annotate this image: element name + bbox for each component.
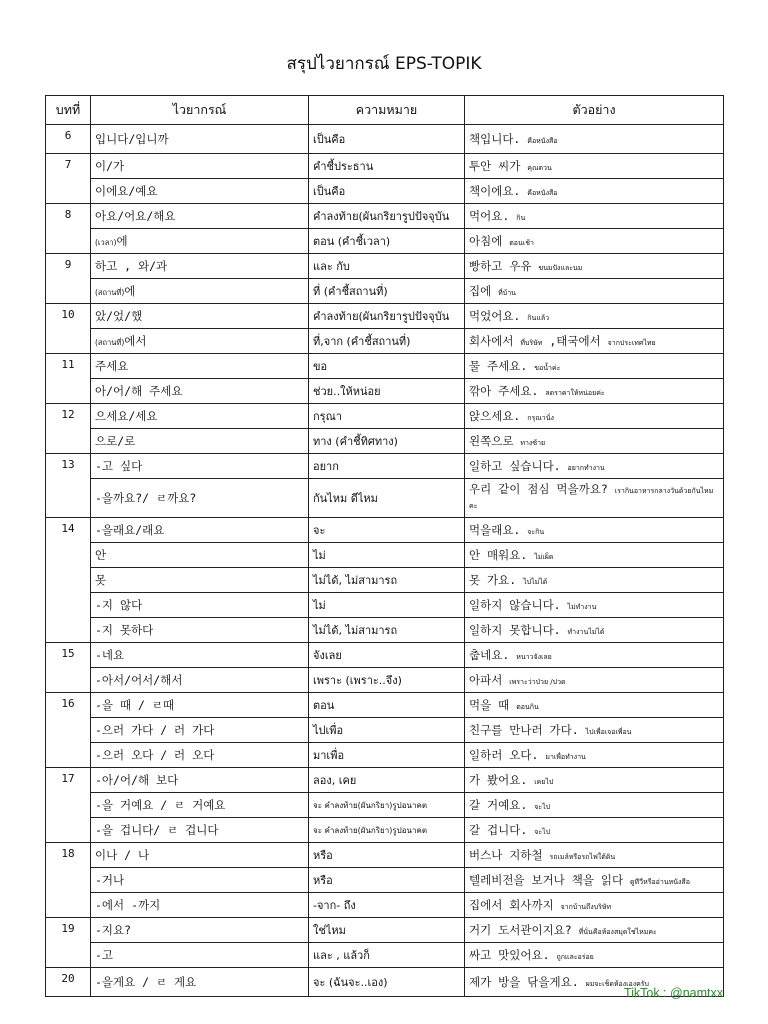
example-cell	[465, 768, 724, 793]
grammar-cell	[91, 518, 309, 543]
grammar-text: -을 때 / ㄹ때	[95, 698, 175, 712]
grammar-text: 못	[95, 573, 107, 587]
lesson-number: 14	[46, 518, 91, 643]
meaning-cell: คำลงท้าย(ผันกริยารูปปัจจุบัน	[309, 304, 465, 329]
grammar-cell	[91, 279, 309, 304]
example-korean: 아침에	[469, 234, 503, 248]
meaning-cell: ไม่	[309, 543, 465, 568]
grammar-cell	[91, 254, 309, 279]
grammar-cell	[91, 818, 309, 843]
table-row	[46, 329, 724, 354]
example-korean: 제가 방을 닦을게요.	[469, 975, 579, 989]
example-korean: 빵하고 우유	[469, 259, 532, 273]
grammar-text: -으러 가다 / 러 가다	[95, 723, 215, 737]
meaning-cell: ตอน	[309, 693, 465, 718]
lesson-number: 15	[46, 643, 91, 693]
example-korean: 깎아 주세요.	[469, 384, 539, 398]
example-cell	[465, 868, 724, 893]
grammar-cell	[91, 568, 309, 593]
grammar-text: 이나 / 나	[95, 848, 150, 862]
example-thai: ทำงานไม่ได้	[567, 628, 605, 636]
grammar-text: 으세요/세요	[95, 409, 158, 423]
meaning-cell: กรุณา	[309, 404, 465, 429]
example-cell	[465, 479, 724, 518]
lesson-number: 6	[46, 125, 91, 154]
example-thai: ตอนเช้า	[509, 239, 534, 247]
example-cell	[465, 943, 724, 968]
meaning-cell: และ , แล้วก็	[309, 943, 465, 968]
example-cell	[465, 404, 724, 429]
lesson-number: 16	[46, 693, 91, 768]
table-row	[46, 479, 724, 518]
grammar-note: (เวลา)	[95, 238, 117, 247]
grammar-text: -에서 -까지	[95, 898, 161, 912]
table-row	[46, 254, 724, 279]
example-cell	[465, 843, 724, 868]
example-cell	[465, 643, 724, 668]
example-korean: 책이에요.	[469, 184, 521, 198]
example-thai: กรุณานั่ง	[527, 414, 554, 422]
example-cell	[465, 668, 724, 693]
table-row	[46, 543, 724, 568]
example-thai: คุณตวน	[527, 164, 552, 172]
table-row	[46, 868, 724, 893]
example-cell	[465, 893, 724, 918]
lesson-number: 19	[46, 918, 91, 968]
example-korean: 우리 같이 점심 먹을까요?	[469, 482, 608, 496]
meaning-cell: ตอน (คำชี้เวลา)	[309, 229, 465, 254]
example-cell	[465, 454, 724, 479]
example-cell	[465, 279, 724, 304]
meaning-cell: มาเพื่อ	[309, 743, 465, 768]
meaning-cell: และ กับ	[309, 254, 465, 279]
example-cell	[465, 204, 724, 229]
table-row	[46, 429, 724, 454]
grammar-cell	[91, 843, 309, 868]
grammar-text: -을 거예요 / ㄹ 거예요	[95, 798, 226, 812]
example-thai: ไม่ทำงาน	[567, 603, 597, 611]
example-korean: 춥네요.	[469, 648, 510, 662]
example-cell	[465, 304, 724, 329]
grammar-note: (สถานที่)	[95, 338, 125, 347]
meaning-cell: ขอ	[309, 354, 465, 379]
example-korean: 갈 겁니다.	[469, 823, 528, 837]
example-cell	[465, 593, 724, 618]
lesson-number: 10	[46, 304, 91, 354]
table-row	[46, 354, 724, 379]
grammar-cell	[91, 543, 309, 568]
grammar-cell	[91, 479, 309, 518]
lesson-number: 8	[46, 204, 91, 254]
header-example: ตัวอย่าง	[465, 96, 724, 125]
example-cell	[465, 429, 724, 454]
grammar-text: 이/가	[95, 159, 125, 173]
table-row	[46, 279, 724, 304]
meaning-cell: หรือ	[309, 843, 465, 868]
grammar-cell	[91, 454, 309, 479]
grammar-text: -고 싶다	[95, 459, 143, 473]
table-header-row	[46, 96, 724, 125]
grammar-text: 으로/로	[95, 434, 136, 448]
grammar-cell	[91, 329, 309, 354]
meaning-cell: คำชี้ประธาน	[309, 154, 465, 179]
example-thai: ที่บ้าน	[498, 289, 516, 297]
table-row	[46, 818, 724, 843]
grammar-text: 에서	[124, 334, 147, 348]
example-cell	[465, 618, 724, 643]
tiktok-credit: TikTok : @namtxx	[623, 986, 723, 1000]
header-meaning: ความหมาย	[309, 96, 465, 125]
meaning-cell: จะ คำลงท้าย(ผันกริยา)รูปอนาคต	[309, 818, 465, 843]
example-thai: ขอน้ำค่ะ	[534, 364, 561, 372]
grammar-cell	[91, 204, 309, 229]
example-korean: 싸고 맛있어요.	[469, 948, 550, 962]
example-thai: อยากทำงาน	[567, 464, 605, 472]
grammar-cell	[91, 304, 309, 329]
example-cell	[465, 179, 724, 204]
example-thai: ผมจะเช็ดห้องเองครับ	[585, 980, 649, 988]
grammar-cell	[91, 918, 309, 943]
grammar-cell	[91, 768, 309, 793]
grammar-note: (สถานที่)	[95, 288, 125, 297]
meaning-cell: ไม่ได้, ไม่สามารถ	[309, 568, 465, 593]
meaning-cell: ใช่ไหม	[309, 918, 465, 943]
grammar-cell	[91, 618, 309, 643]
grammar-cell	[91, 968, 309, 997]
lesson-number: 9	[46, 254, 91, 304]
meaning-cell: หรือ	[309, 868, 465, 893]
example-thai: ที่นั่นคือห้องสมุดใช่ไหมคะ	[578, 928, 657, 936]
example-korean: 먹을 때	[469, 698, 510, 712]
grammar-cell	[91, 229, 309, 254]
example-cell	[465, 718, 724, 743]
example-cell	[465, 154, 724, 179]
lesson-number: 7	[46, 154, 91, 204]
example-thai: ดูทีวีหรืออ่านหนังสือ	[630, 878, 690, 886]
example-cell	[465, 793, 724, 818]
table-row	[46, 379, 724, 404]
example-thai: จะไป	[534, 828, 551, 836]
table-row	[46, 768, 724, 793]
meaning-cell: ช่วย..ให้หน่อย	[309, 379, 465, 404]
table-row	[46, 943, 724, 968]
example-korean: 먹었어요.	[469, 309, 521, 323]
meaning-cell: ลอง, เคย	[309, 768, 465, 793]
meaning-cell: จังเลย	[309, 643, 465, 668]
table-row	[46, 918, 724, 943]
example-thai: ตอนกิน	[516, 703, 539, 711]
example-thai: ขนมปังและนม	[538, 264, 583, 272]
example-korean: 먹어요.	[469, 209, 510, 223]
grammar-text: 하고 , 와/과	[95, 259, 168, 273]
example-thai: จากบ้านถึงบริษัท	[560, 903, 612, 911]
example-thai: กิน	[516, 214, 526, 222]
example-korean: 아파서	[469, 673, 503, 687]
table-row	[46, 229, 724, 254]
example-cell	[465, 818, 724, 843]
example-korean: 왼쪽으로	[469, 434, 514, 448]
table-row	[46, 843, 724, 868]
example-korean-2: ,태국에서	[549, 334, 601, 348]
table-row	[46, 743, 724, 768]
table-row	[46, 968, 724, 997]
table-row	[46, 304, 724, 329]
example-thai: ไม่เผ็ด	[534, 553, 554, 561]
example-korean: 갈 거예요.	[469, 798, 528, 812]
lesson-number: 12	[46, 404, 91, 454]
grammar-cell	[91, 868, 309, 893]
grammar-text: -아서/어서/해서	[95, 673, 183, 687]
grammar-text: 았/었/했	[95, 309, 143, 323]
grammar-text: 주세요	[95, 359, 129, 373]
grammar-cell	[91, 125, 309, 154]
grammar-text: -거나	[95, 873, 125, 887]
example-thai: ทางซ้าย	[520, 439, 546, 447]
grammar-cell	[91, 668, 309, 693]
grammar-cell	[91, 593, 309, 618]
example-cell	[465, 379, 724, 404]
table-row	[46, 568, 724, 593]
example-cell	[465, 354, 724, 379]
table-row	[46, 893, 724, 918]
table-row	[46, 693, 724, 718]
example-thai: คือหนังสือ	[527, 137, 558, 145]
grammar-text: -네요	[95, 648, 125, 662]
meaning-cell: ไม่ได้, ไม่สามารถ	[309, 618, 465, 643]
grammar-text: -을래요/래요	[95, 523, 165, 537]
grammar-cell	[91, 154, 309, 179]
lesson-number: 11	[46, 354, 91, 404]
table-row	[46, 125, 724, 154]
example-thai: เคยไป	[534, 778, 554, 786]
example-cell	[465, 743, 724, 768]
grammar-cell	[91, 354, 309, 379]
example-korean: 안 매워요.	[469, 548, 528, 562]
example-korean: 버스나 지하철	[469, 848, 543, 862]
example-cell	[465, 254, 724, 279]
meaning-cell: คำลงท้าย(ผันกริยารูปปัจจุบัน	[309, 204, 465, 229]
table-row	[46, 643, 724, 668]
example-korean: 일하지 않습니다.	[469, 598, 561, 612]
grammar-text: -을 겁니다/ ㄹ 겁니다	[95, 823, 219, 837]
grammar-cell	[91, 429, 309, 454]
grammar-text: -아/어/해 보다	[95, 773, 179, 787]
example-cell	[465, 518, 724, 543]
example-korean: 투안 씨가	[469, 159, 521, 173]
table-row	[46, 668, 724, 693]
example-korean: 일하지 못합니다.	[469, 623, 561, 637]
lesson-number: 13	[46, 454, 91, 518]
example-korean: 못 가요.	[469, 573, 517, 587]
meaning-cell: จะ (ฉันจะ..เอง)	[309, 968, 465, 997]
table-row	[46, 204, 724, 229]
example-cell	[465, 329, 724, 354]
example-thai: ลดราคาให้หน่อยค่ะ	[545, 389, 605, 397]
page-title: สรุปไวยากรณ์ EPS-TOPIK	[286, 54, 482, 74]
grammar-cell	[91, 793, 309, 818]
example-thai: มาเพื่อทำงาน	[545, 753, 586, 761]
meaning-cell: เป็นคือ	[309, 125, 465, 154]
example-thai: ไปเพื่อเจอเพื่อน	[585, 728, 632, 736]
meaning-cell: ที่ (คำชี้สถานที่)	[309, 279, 465, 304]
example-cell	[465, 568, 724, 593]
table-row	[46, 593, 724, 618]
example-korean: 집에	[469, 284, 492, 298]
header-no: บทที่	[46, 96, 91, 125]
grammar-text: -지요?	[95, 923, 132, 937]
example-korean: 텔레비전을 보거나 책을 읽다	[469, 873, 624, 887]
meaning-cell: ที่,จาก (คำชี้สถานที่)	[309, 329, 465, 354]
grammar-text: -지 않다	[95, 598, 143, 612]
example-cell	[465, 693, 724, 718]
meaning-cell: จะ คำลงท้าย(ผันกริยา)รูปอนาคต	[309, 793, 465, 818]
grammar-cell	[91, 643, 309, 668]
example-korean: 거기 도서관이지요?	[469, 923, 572, 937]
table-row	[46, 179, 724, 204]
grammar-cell	[91, 718, 309, 743]
example-cell	[465, 229, 724, 254]
table-row	[46, 618, 724, 643]
example-korean: 친구를 만나러 가다.	[469, 723, 579, 737]
example-thai: เพราะว่าป่วย /ปวด	[509, 678, 566, 686]
example-thai: ที่บริษัท	[520, 339, 543, 347]
grammar-text: -지 못하다	[95, 623, 154, 637]
grammar-text: -으러 오다 / 러 오다	[95, 748, 215, 762]
example-korean: 일하고 싶습니다.	[469, 459, 561, 473]
grammar-text: -고	[95, 948, 114, 962]
example-cell	[465, 543, 724, 568]
grammar-cell	[91, 379, 309, 404]
grammar-cell	[91, 404, 309, 429]
table-row	[46, 454, 724, 479]
example-thai: หนาวจังเลย	[516, 653, 552, 661]
meaning-cell: เพราะ (เพราะ..จึง)	[309, 668, 465, 693]
lesson-number: 17	[46, 768, 91, 843]
grammar-text: 이에요/예요	[95, 184, 158, 198]
grammar-cell	[91, 693, 309, 718]
grammar-cell	[91, 743, 309, 768]
example-korean: 일하러 오다.	[469, 748, 539, 762]
table-row	[46, 154, 724, 179]
grammar-text: 에	[124, 284, 136, 298]
lesson-number: 18	[46, 843, 91, 918]
example-korean: 가 봤어요.	[469, 773, 528, 787]
grammar-cell	[91, 179, 309, 204]
table-row	[46, 793, 724, 818]
table-row	[46, 518, 724, 543]
grammar-text: 아요/어요/해요	[95, 209, 176, 223]
example-korean: 집에서 회사까지	[469, 898, 554, 912]
meaning-cell: กันไหม ดีไหม	[309, 479, 465, 518]
example-thai: รถเมล์หรือรถไฟใต้ดิน	[549, 853, 616, 861]
example-korean: 회사에서	[469, 334, 514, 348]
meaning-cell: อยาก	[309, 454, 465, 479]
meaning-cell: ทาง (คำชี้ทิศทาง)	[309, 429, 465, 454]
example-thai: จะไป	[534, 803, 551, 811]
header-grammar: ไวยากรณ์	[91, 96, 309, 125]
example-korean: 책입니다.	[469, 132, 521, 146]
example-thai: คือหนังสือ	[527, 189, 558, 197]
lesson-number: 20	[46, 968, 91, 997]
table-row	[46, 404, 724, 429]
grammar-cell	[91, 893, 309, 918]
example-thai-2: จากประเทศไทย	[607, 339, 656, 347]
meaning-cell: ไม่	[309, 593, 465, 618]
example-cell	[465, 125, 724, 154]
grammar-table	[45, 95, 724, 997]
example-thai: กินแล้ว	[527, 314, 550, 322]
example-thai: ถูกและอร่อย	[556, 953, 594, 961]
example-korean: 먹을래요.	[469, 523, 521, 537]
meaning-cell: -จาก- ถึง	[309, 893, 465, 918]
example-thai: เรากินอาหารกลางวันด้วยกันไหมคะ	[469, 487, 714, 510]
example-thai: ไปไม่ได้	[523, 578, 548, 586]
example-thai: จะกิน	[527, 528, 545, 536]
example-korean: 앉으세요.	[469, 409, 521, 423]
table-row	[46, 718, 724, 743]
meaning-cell: เป็นคือ	[309, 179, 465, 204]
grammar-text: -을게요 / ㄹ 게요	[95, 975, 197, 989]
example-cell	[465, 918, 724, 943]
table-body	[46, 125, 724, 997]
grammar-text: 입니다/입니까	[95, 132, 169, 146]
meaning-cell: จะ	[309, 518, 465, 543]
grammar-text: 아/어/해 주세요	[95, 384, 183, 398]
grammar-text: 안	[95, 548, 107, 562]
grammar-text: -을까요?/ ㄹ까요?	[95, 491, 197, 505]
grammar-text: 에	[116, 234, 128, 248]
grammar-cell	[91, 943, 309, 968]
meaning-cell: ไปเพื่อ	[309, 718, 465, 743]
example-korean: 물 주세요.	[469, 359, 528, 373]
